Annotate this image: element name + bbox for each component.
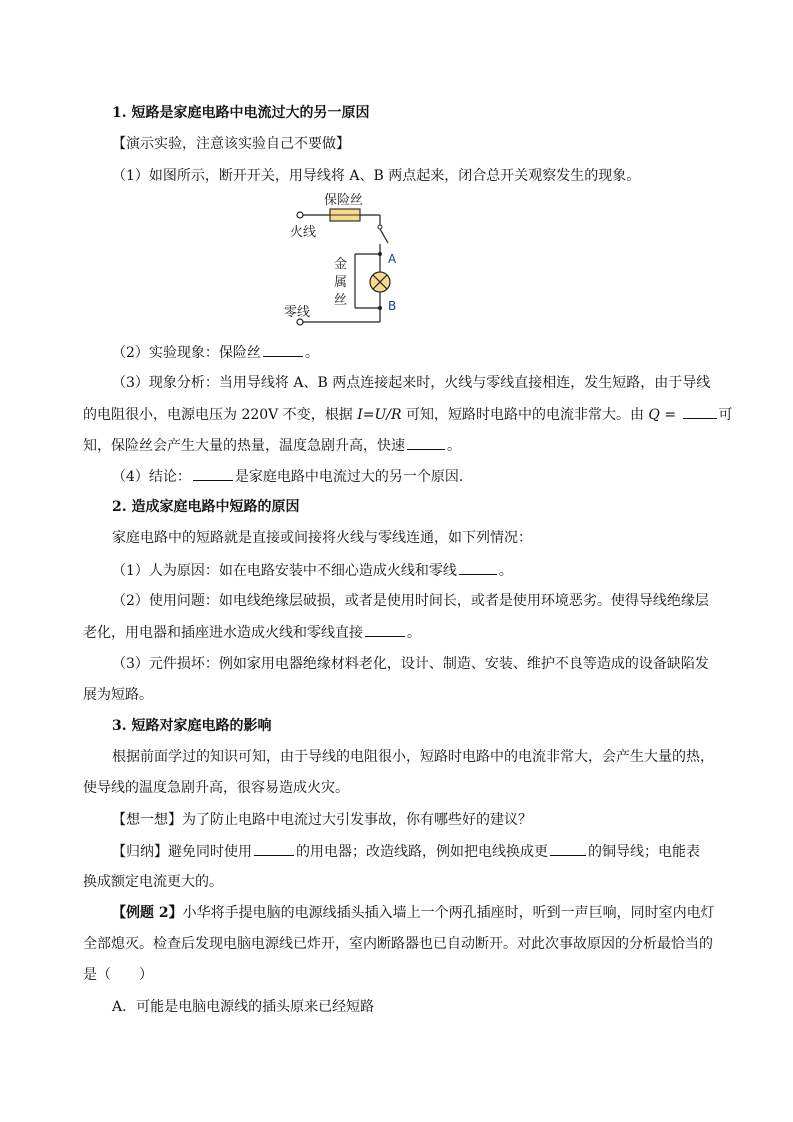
s2-item-3-line-1: （3）元件损坏：例如家用电器绝缘材料老化，设计、制造、安装、维护不良等造成的设备缺陷发 — [112, 656, 709, 672]
answer-blank[interactable] — [683, 404, 717, 419]
summary-text-a: 【归纳】避免同时使用 — [112, 844, 252, 860]
s1-item-3-line-1: （3）现象分析：当用导线将 A、B 两点连接起来时，火线与零线直接相连，发生短路，由于导线 — [112, 375, 711, 391]
s3-para-line-1: 根据前面学过的知识可知，由于导线的电阻很小，短路时电路中的电流非常大，会产生大量的热， — [112, 749, 714, 765]
summary-line-1 — [112, 841, 700, 862]
s2-item-1 — [112, 560, 513, 581]
s2-item-2-line-2 — [83, 622, 421, 643]
metal-wire-char-1: 金 — [334, 257, 348, 272]
switch-blade — [380, 229, 388, 243]
s1-item-2-end: 。 — [304, 345, 319, 361]
answer-blank[interactable] — [263, 342, 303, 357]
metal-wire-char-3: 丝 — [334, 293, 348, 308]
answer-blank[interactable] — [193, 466, 233, 481]
s1-item-3-text-a: 的电阻很小，电源电压为 220V 不变，根据 — [83, 407, 358, 423]
summary-text-c: 的铜导线；电能表 — [588, 844, 700, 860]
s3-para-line-2: 使导线的温度急剧升高，很容易造成火灾。 — [83, 780, 349, 796]
neutral-wire-label: 零线 — [284, 305, 311, 320]
section-2-heading: 2. 造成家庭电路中短路的原因 — [112, 499, 300, 515]
example-line-2: 全部熄灭。检查后发现电脑电源线已炸开，室内断路器也已自动断开。对此次事故原因的分析最恰当的 — [83, 936, 713, 952]
answer-blank[interactable] — [407, 435, 445, 450]
s2-intro: 家庭电路中的短路就是直接或间接将火线与零线连通，如下列情况： — [112, 530, 532, 546]
summary-text-b: 的用电器；改造线路，例如把电线换成更 — [296, 844, 548, 860]
s1-item-4-text: （4）结论： — [112, 469, 191, 485]
switch-contact — [378, 225, 382, 229]
heat-symbol: Q — [648, 407, 660, 423]
metal-wire-char-2: 属 — [334, 275, 348, 290]
example-text-1: 小华将手提电脑的电源线插头插入墙上一个两孔插座时，听到一声巨响，同时室内电灯 — [182, 905, 715, 921]
live-wire-label: 火线 — [290, 225, 317, 240]
answer-blank[interactable] — [365, 622, 405, 637]
s2-item-2-text: 老化，用电器和插座进水造成火线和零线直接 — [83, 625, 363, 641]
s2-item-1-text: （1）人为原因：如在电路安装中不细心造成火线和零线 — [112, 563, 457, 579]
s2-item-1-end: 。 — [498, 563, 513, 579]
fuse-label: 保险丝 — [324, 193, 364, 208]
s2-item-2-end: 。 — [407, 625, 421, 641]
answer-blank[interactable] — [254, 841, 294, 856]
section-1-heading: 1. 短路是家庭电路中电流过大的另一原因 — [112, 105, 370, 121]
demo-note: 【演示实验，注意该实验自己不要做】 — [112, 136, 350, 152]
point-a-label: A — [388, 252, 397, 266]
answer-blank[interactable] — [459, 560, 497, 575]
equals-sign: = — [659, 407, 681, 423]
answer-blank[interactable] — [550, 841, 586, 856]
example-label: 【例题 2】 — [112, 905, 183, 921]
s1-item-3-line-3 — [83, 435, 461, 456]
s1-item-2-text: （2）实验现象：保险丝 — [112, 345, 261, 361]
point-b-label: B — [388, 299, 397, 313]
s1-item-3-text-b: 可知，短路时电路中的电流非常大。由 — [401, 407, 649, 423]
s1-item-4-end: 是家庭电路中电流过大的另一个原因. — [234, 469, 464, 485]
s1-item-3-text-c: 可 — [718, 407, 733, 423]
s2-item-3-line-2: 展为短路。 — [83, 687, 153, 703]
think-prompt: 【想一想】为了防止电路中电流过大引发事故，你有哪些好的建议？ — [112, 812, 532, 828]
s2-item-2-line-1: （2）使用问题：如电线绝缘层破损，或者是使用时间长，或者是使用环境恶劣。使得导线绝缘层 — [112, 593, 709, 609]
ohms-law-formula: I=U/R — [357, 407, 402, 423]
section-3-heading: 3. 短路对家庭电路的影响 — [112, 718, 272, 734]
example-line-3: 是（ ） — [83, 967, 153, 983]
s1-item-2 — [112, 342, 319, 363]
live-terminal — [297, 212, 303, 218]
s1-item-3-end: 。 — [447, 438, 461, 454]
s1-item-1: （1）如图所示，断开开关，用导线将 A、B 两点起来，闭合总开关观察发生的现象。 — [112, 168, 641, 184]
example-option-a[interactable]: A．可能是电脑电源线的插头原来已经短路 — [112, 999, 375, 1015]
s1-item-3-text-d: 知，保险丝会产生大量的热量，温度急剧升高，快速 — [83, 438, 405, 454]
s1-item-4 — [112, 466, 463, 487]
s1-item-3-line-2 — [83, 404, 733, 425]
example-line-1 — [112, 903, 715, 923]
short-circuit-diagram — [270, 188, 420, 328]
summary-line-2: 换成额定电流更大的。 — [83, 874, 223, 890]
